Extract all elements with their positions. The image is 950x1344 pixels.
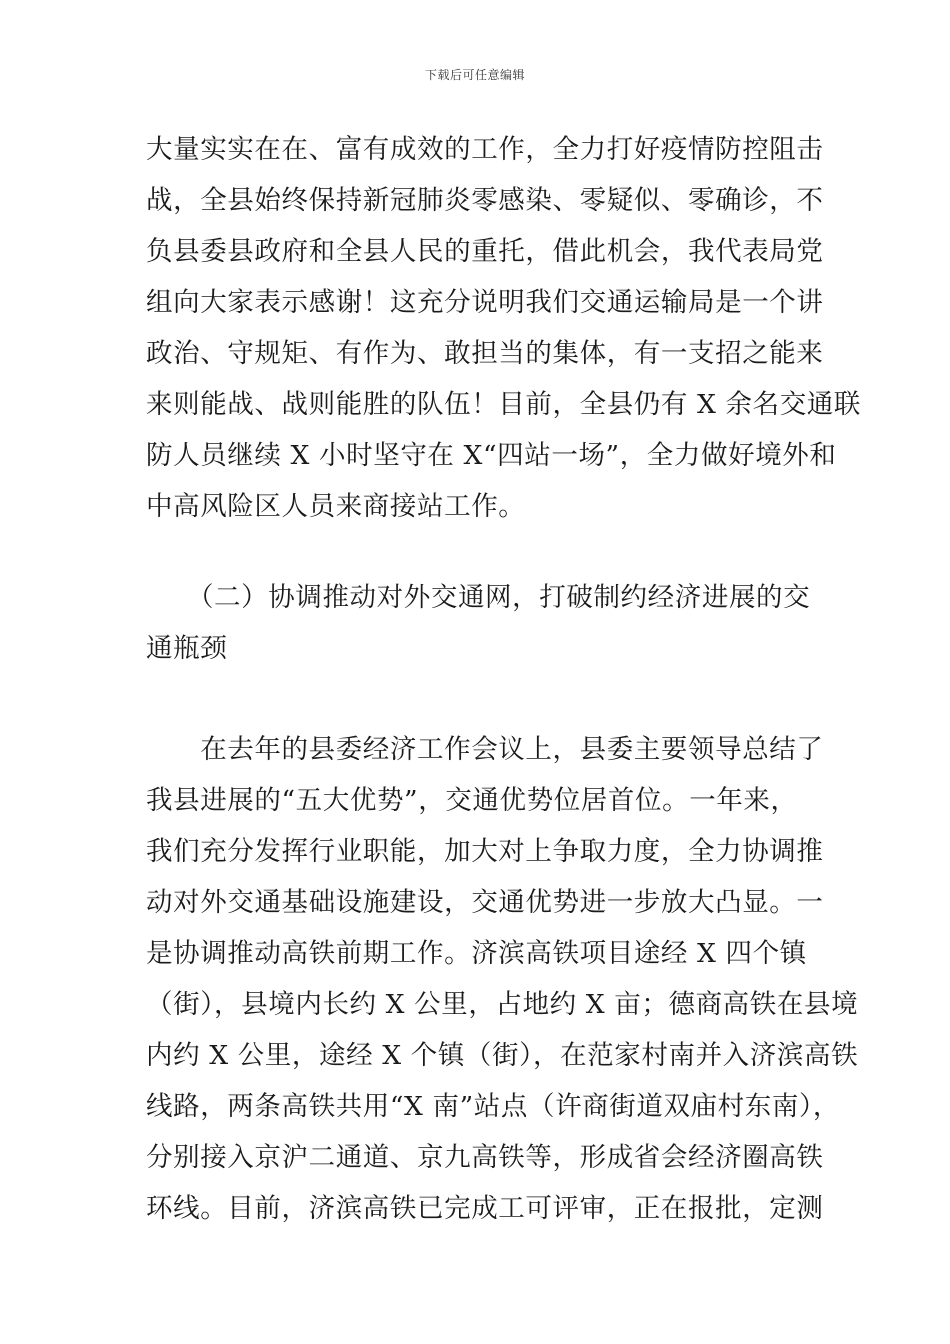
text-line: 政治、守规矩、有作为、敢担当的集体，有一支招之能来 bbox=[146, 338, 824, 369]
text-line: 是协调推动高铁前期工作。济滨高铁项目途经 X 四个镇 bbox=[146, 938, 807, 969]
text-line: （街），县境内长约 X 公里，占地约 X 亩；德商高铁在县境 bbox=[146, 989, 859, 1020]
text-line: 线路，两条高铁共用“X 南”站点（许商街道双庙村东南）， bbox=[146, 1091, 840, 1122]
text-line: 组向大家表示感谢！这充分说明我们交通运输局是一个讲 bbox=[146, 287, 824, 318]
text-line: 负县委县政府和全县人民的重托，借此机会，我代表局党 bbox=[146, 236, 824, 267]
text-line: 环线。目前，济滨高铁已完成工可评审，正在报批，定测 bbox=[146, 1193, 824, 1224]
heading-line: 通瓶颈 bbox=[146, 633, 228, 664]
paragraph-1 bbox=[146, 124, 862, 532]
text-line: 防人员继续 X 小时坚守在 X“四站一场”，全力做好境外和 bbox=[146, 440, 837, 471]
text-line: 动对外交通基础设施建设，交通优势进一步放大凸显。一 bbox=[146, 887, 824, 918]
header-note: 下载后可任意编辑 bbox=[424, 68, 525, 82]
text-line: 中高风险区人员来商接站工作。 bbox=[146, 491, 526, 522]
text-line: 来则能战、战则能胜的队伍！目前，全县仍有 X 余名交通联 bbox=[146, 389, 862, 420]
paragraph-2 bbox=[146, 724, 859, 1234]
text-line: 战，全县始终保持新冠肺炎零感染、零疑似、零确诊，不 bbox=[146, 185, 824, 216]
text-line: 大量实实在在、富有成效的工作，全力打好疫情防控阻击 bbox=[146, 134, 824, 165]
section-heading bbox=[146, 572, 816, 674]
text-line: 内约 X 公里，途经 X 个镇（街），在范家村南并入济滨高铁 bbox=[146, 1040, 859, 1071]
heading-line: （二）协调推动对外交通网，打破制约经济进展的交 bbox=[146, 582, 811, 613]
text-line: 在去年的县委经济工作会议上，县委主要领导总结了 bbox=[146, 734, 824, 765]
text-line: 我县进展的“五大优势”，交通优势位居首位。一年来， bbox=[146, 785, 798, 816]
text-line: 我们充分发挥行业职能，加大对上争取力度，全力协调推 bbox=[146, 836, 824, 867]
text-line: 分别接入京沪二通道、京九高铁等，形成省会经济圈高铁 bbox=[146, 1142, 824, 1173]
